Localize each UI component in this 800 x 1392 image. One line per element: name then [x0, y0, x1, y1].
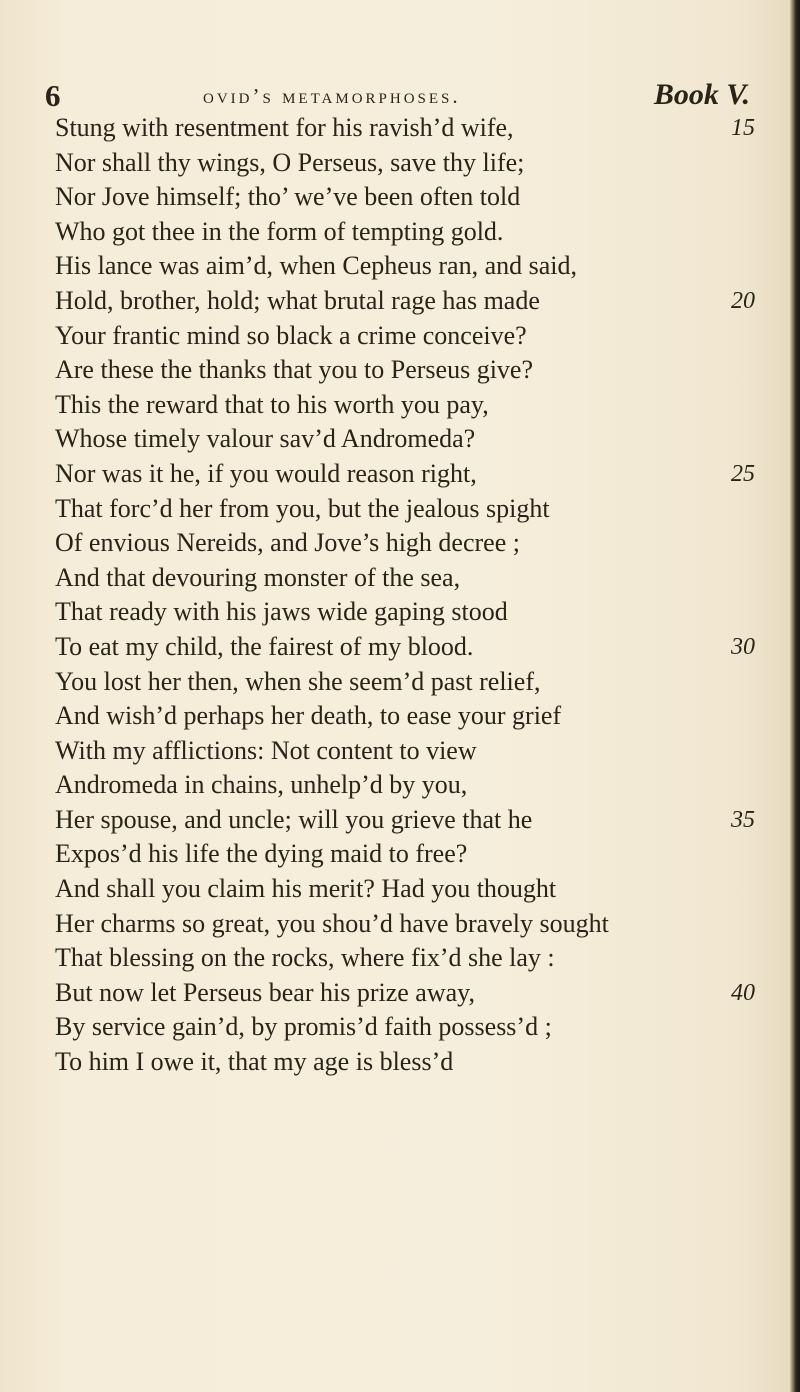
verse-line: [55, 1010, 755, 1045]
verse-line-text: His lance was aim’d, when Cepheus ran, and said,: [55, 251, 578, 281]
verse-line: [55, 561, 755, 596]
verse-line-text: With my afflictions: Not content to view: [55, 735, 477, 765]
line-number: 35: [731, 806, 755, 833]
verse-line-text: But now let Perseus bear his prize away,: [55, 977, 475, 1007]
verse-line: [55, 768, 755, 803]
page-edge: [790, 0, 800, 1392]
book-label: Book V.: [653, 78, 750, 111]
verse-line-text: Who got thee in the form of tempting gold.: [55, 216, 504, 246]
verse-line: [55, 180, 755, 215]
verse-line-text: And wish’d perhaps her death, to ease your grief: [55, 701, 562, 731]
verse-line: [55, 872, 755, 907]
verse-line: [55, 111, 755, 146]
verse-line: [55, 388, 755, 423]
verse-line: [55, 422, 755, 457]
verse-line-text: By service gain’d, by promis’d faith possess’d ;: [55, 1012, 552, 1042]
verse-line-text: To him I owe it, that my age is bless’d: [55, 1047, 454, 1077]
verse-line-text: That forc’d her from you, but the jealous spight: [55, 493, 550, 523]
verse-line: [55, 249, 755, 284]
verse-line-text: Expos’d his life the dying maid to free?: [55, 839, 468, 869]
verse-line-text: Her charms so great, you shou’d have bravely sought: [55, 908, 609, 938]
verse-line-text: Nor was it he, if you would reason right,: [55, 458, 477, 488]
verse-line: [55, 941, 755, 976]
verse-line-text: Hold, brother, hold; what brutal rage has made: [55, 285, 540, 315]
verse-line: [55, 907, 755, 942]
line-number: 40: [731, 979, 755, 1006]
verse-line: [55, 976, 755, 1011]
verse-line: [55, 457, 755, 492]
verse-line: [55, 837, 755, 872]
page-number: 6: [45, 78, 61, 113]
running-title: ovid’s metamorphoses.: [203, 84, 461, 108]
verse-line: [55, 215, 755, 250]
verse-line-text: Your frantic mind so black a crime conceive?: [55, 320, 527, 350]
verse-line-text: This the reward that to his worth you pay,: [55, 389, 489, 419]
line-number: 15: [731, 115, 755, 141]
verse-line-text: Nor shall thy wings, O Perseus, save thy life;: [55, 147, 525, 177]
verse-line: [55, 353, 755, 388]
verse-line: [55, 595, 755, 630]
line-number: 30: [731, 633, 755, 660]
verse-line: [55, 665, 755, 700]
verse-line-text: And shall you claim his merit? Had you thought: [55, 874, 557, 904]
verse-line-text: That ready with his jaws wide gaping stood: [55, 597, 508, 627]
line-number: 20: [731, 287, 755, 314]
verse-line-text: Whose timely valour sav’d Andromeda?: [55, 424, 476, 454]
verse-line-text: Nor Jove himself; tho’ we’ve been often told: [55, 182, 521, 212]
verse-line: [55, 1045, 755, 1080]
verse-line-text: Of envious Nereids, and Jove’s high decree ;: [55, 528, 520, 558]
verse-line: [55, 734, 755, 769]
verse-line-text: To eat my child, the fairest of my blood.: [55, 631, 474, 661]
verse-line: [55, 803, 755, 838]
verse-line-text: You lost her then, when she seem’d past relief,: [55, 666, 541, 696]
verse-line-text: Stung with resentment for his ravish’d wife,: [55, 113, 514, 142]
verse-line-text: Her spouse, and uncle; will you grieve that he: [55, 804, 533, 834]
verse-line: [55, 319, 755, 354]
verse-line: [55, 146, 755, 181]
verse-line-text: Are these the thanks that you to Perseus give?: [55, 355, 533, 385]
verse-line: [55, 284, 755, 319]
verse-line-text: And that devouring monster of the sea,: [55, 562, 461, 592]
verse-line: [55, 630, 755, 665]
verse-body: [55, 111, 755, 1080]
verse-line: [55, 492, 755, 527]
verse-line: [55, 526, 755, 561]
verse-line-text: Andromeda in chains, unhelp’d by you,: [55, 770, 468, 800]
line-number: 25: [731, 460, 755, 487]
verse-line: [55, 699, 755, 734]
verse-line-text: That blessing on the rocks, where fix’d she lay :: [55, 943, 555, 973]
